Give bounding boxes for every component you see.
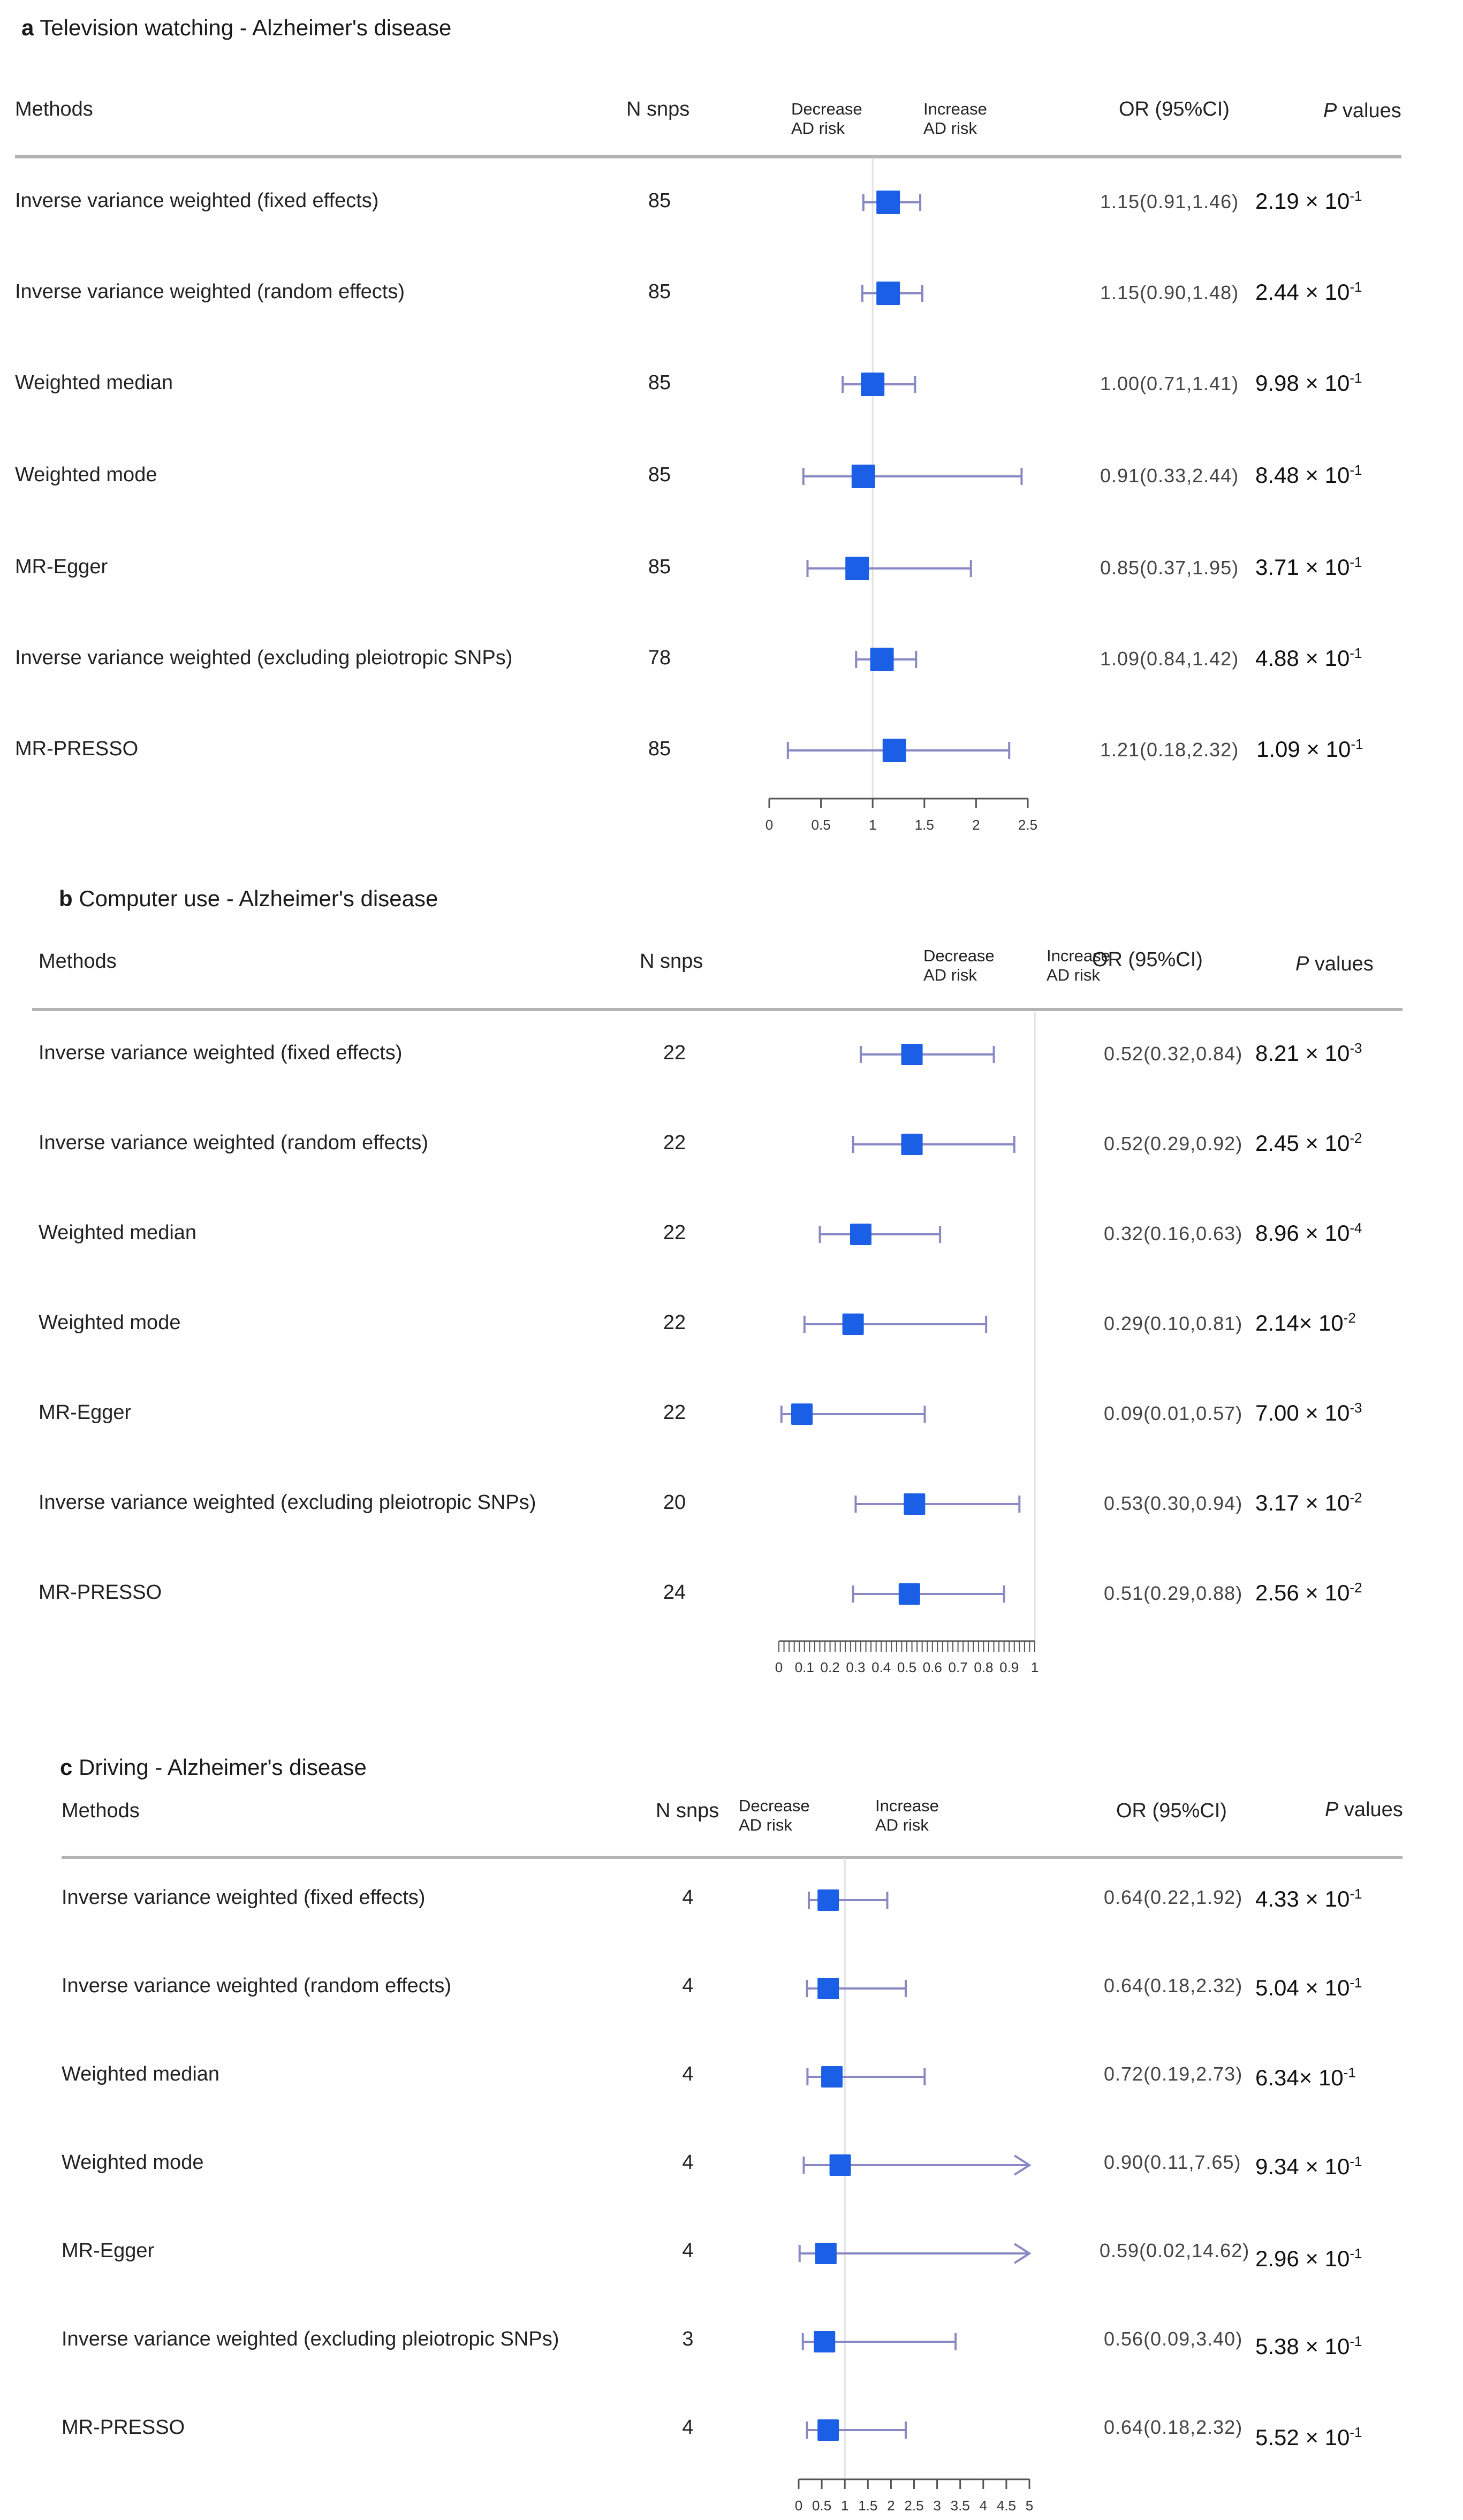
p-mantissa: 3.17 × 10 bbox=[1255, 1490, 1350, 1515]
p-exponent: -1 bbox=[1350, 370, 1362, 386]
nsnps-value: 22 bbox=[663, 1221, 686, 1244]
label: AD risk bbox=[739, 1816, 792, 1834]
point-estimate bbox=[861, 373, 884, 396]
or-ci-value: 0.32(0.16,0.63) bbox=[1104, 1223, 1243, 1244]
p-italic: P bbox=[1323, 100, 1337, 122]
p-mantissa: 8.96 × 10 bbox=[1255, 1220, 1350, 1246]
x-axis-tick-label: 5 bbox=[1025, 2498, 1034, 2514]
or-ci-value: 0.85(0.37,1.95) bbox=[1100, 557, 1239, 579]
nsnps-value: 22 bbox=[663, 1401, 686, 1424]
or-ci-value: 1.15(0.90,1.48) bbox=[1100, 282, 1239, 303]
x-axis-tick-label: 0.6 bbox=[922, 1659, 942, 1675]
nsnps-value: 85 bbox=[648, 371, 671, 394]
header-methods: Methods bbox=[62, 1800, 140, 1822]
point-estimate bbox=[883, 739, 906, 762]
panel-title-text: Computer use - Alzheimer's disease bbox=[79, 886, 438, 911]
p-mantissa: 3.71 × 10 bbox=[1255, 555, 1350, 580]
point-estimate bbox=[845, 557, 869, 580]
point-estimate bbox=[817, 1889, 839, 1911]
p-value bbox=[1255, 279, 1362, 305]
header-or-ci: OR (95%CI) bbox=[1092, 948, 1203, 971]
method-label: Inverse variance weighted (excluding pleiotropic SNPs) bbox=[15, 647, 513, 669]
method-label: Inverse variance weighted (fixed effects) bbox=[39, 1042, 403, 1064]
p-mantissa: 6.34× 10 bbox=[1255, 2065, 1344, 2090]
p-exponent: -1 bbox=[1350, 2424, 1362, 2440]
point-estimate bbox=[843, 1314, 864, 1335]
nsnps-value: 85 bbox=[648, 280, 671, 303]
panel-title-text: Television watching - Alzheimer's disease bbox=[40, 15, 452, 40]
or-ci-value: 0.52(0.29,0.92) bbox=[1104, 1133, 1243, 1155]
nsnps-value: 4 bbox=[682, 1886, 694, 1909]
point-estimate bbox=[817, 2419, 839, 2441]
x-axis-tick-label: 0.3 bbox=[846, 1659, 866, 1675]
p-exponent: -2 bbox=[1350, 1490, 1362, 1506]
p-mantissa: 9.98 × 10 bbox=[1255, 370, 1350, 396]
or-ci-value: 1.00(0.71,1.41) bbox=[1100, 373, 1239, 394]
p-value bbox=[1255, 462, 1362, 488]
x-axis-tick-label: 4.5 bbox=[996, 2498, 1016, 2514]
x-axis-tick-label: 0.7 bbox=[948, 1659, 968, 1675]
x-axis-tick-label: 1 bbox=[868, 817, 877, 833]
or-ci-value: 0.29(0.10,0.81) bbox=[1104, 1312, 1243, 1334]
p-exponent: -3 bbox=[1350, 1040, 1362, 1056]
point-estimate bbox=[876, 282, 900, 305]
p-exponent: -2 bbox=[1343, 1310, 1356, 1326]
p-exponent: -1 bbox=[1350, 2245, 1362, 2261]
or-ci-value: 0.64(0.18,2.32) bbox=[1104, 1975, 1243, 1997]
label: AD risk bbox=[923, 966, 977, 984]
panel-letter: a bbox=[21, 15, 34, 40]
nsnps-value: 4 bbox=[682, 2063, 694, 2085]
p-value bbox=[1255, 1886, 1362, 1912]
header-nsnps: N snps bbox=[640, 950, 703, 973]
panel-a-title bbox=[21, 15, 451, 41]
x-axis-tick-label: 0.2 bbox=[820, 1659, 840, 1675]
x-axis-tick-label: 0.5 bbox=[897, 1659, 917, 1675]
point-estimate bbox=[791, 1403, 813, 1425]
p-mantissa: 2.96 × 10 bbox=[1255, 2246, 1350, 2271]
or-ci-value: 0.52(0.32,0.84) bbox=[1104, 1043, 1243, 1065]
p-exponent: -1 bbox=[1350, 554, 1362, 570]
x-axis-tick-label: 0.8 bbox=[974, 1659, 994, 1675]
or-ci-value: 0.64(0.18,2.32) bbox=[1104, 2416, 1243, 2438]
header-p-values bbox=[1295, 953, 1374, 976]
p-mantissa: 2.44 × 10 bbox=[1255, 279, 1350, 305]
nsnps-value: 85 bbox=[648, 738, 671, 760]
header-or-ci: OR (95%CI) bbox=[1116, 1800, 1227, 1822]
p-italic: P bbox=[1295, 953, 1309, 975]
nsnps-value: 78 bbox=[648, 647, 671, 669]
p-value bbox=[1255, 646, 1362, 671]
nsnps-value: 85 bbox=[648, 189, 671, 212]
header-divider bbox=[15, 155, 1401, 158]
x-axis-tick-label: 0.1 bbox=[794, 1659, 814, 1675]
x-axis-tick-label: 4 bbox=[979, 2498, 988, 2514]
header-divider bbox=[62, 1856, 1403, 1859]
values-label: values bbox=[1309, 953, 1374, 975]
p-mantissa: 2.56 × 10 bbox=[1255, 1580, 1350, 1605]
p-value bbox=[1255, 1490, 1362, 1516]
method-label: Weighted median bbox=[15, 371, 173, 394]
x-axis-tick-label: 2.5 bbox=[1018, 817, 1038, 833]
method-label: Weighted mode bbox=[15, 464, 157, 486]
or-ci-value: 0.51(0.29,0.88) bbox=[1104, 1582, 1243, 1604]
p-value bbox=[1255, 2154, 1362, 2180]
p-value bbox=[1255, 555, 1362, 580]
p-value bbox=[1255, 1041, 1362, 1066]
method-label: MR-Egger bbox=[39, 1401, 132, 1424]
label: Decrease bbox=[791, 100, 862, 118]
point-estimate bbox=[876, 191, 900, 214]
label: AD risk bbox=[791, 119, 845, 138]
nsnps-value: 4 bbox=[682, 1975, 694, 1997]
x-axis-tick-label: 1.5 bbox=[858, 2498, 878, 2514]
p-value bbox=[1255, 2065, 1356, 2091]
point-estimate bbox=[814, 2331, 835, 2352]
p-mantissa: 4.33 × 10 bbox=[1255, 1886, 1350, 1911]
nsnps-value: 4 bbox=[682, 2151, 694, 2174]
label: AD risk bbox=[923, 119, 977, 138]
label: Increase bbox=[875, 1796, 939, 1815]
or-ci-value: 0.91(0.33,2.44) bbox=[1100, 465, 1239, 487]
values-label: values bbox=[1338, 1798, 1403, 1821]
x-axis-tick-label: 0 bbox=[775, 1659, 783, 1675]
ci-arrow-icon bbox=[1014, 2244, 1029, 2263]
or-ci-value: 0.72(0.19,2.73) bbox=[1104, 2063, 1243, 2085]
or-ci-value: 1.09(0.84,1.42) bbox=[1100, 648, 1239, 670]
x-axis-tick-label: 2 bbox=[887, 2498, 895, 2514]
label: Decrease bbox=[923, 946, 995, 965]
nsnps-value: 22 bbox=[663, 1042, 686, 1064]
header-p-values bbox=[1325, 1798, 1403, 1821]
or-ci-value: 0.59(0.02,14.62) bbox=[1100, 2240, 1250, 2261]
nsnps-value: 4 bbox=[682, 2416, 694, 2439]
x-axis-tick-label: 0.5 bbox=[811, 817, 831, 833]
p-mantissa: 8.21 × 10 bbox=[1255, 1041, 1350, 1066]
x-axis-tick-label: 3 bbox=[933, 2498, 941, 2514]
header-nsnps: N snps bbox=[656, 1800, 719, 1822]
p-exponent: -1 bbox=[1350, 645, 1362, 661]
p-mantissa: 8.48 × 10 bbox=[1255, 462, 1350, 488]
point-estimate bbox=[830, 2154, 851, 2176]
method-label: Inverse variance weighted (random effects) bbox=[15, 280, 405, 303]
x-axis-tick-label: 0 bbox=[794, 2498, 803, 2514]
p-value bbox=[1255, 1130, 1362, 1156]
p-mantissa: 4.88 × 10 bbox=[1255, 646, 1350, 671]
p-value bbox=[1255, 2246, 1362, 2272]
p-value bbox=[1255, 2425, 1362, 2450]
p-mantissa: 7.00 × 10 bbox=[1255, 1400, 1350, 1425]
method-label: Weighted mode bbox=[62, 2151, 204, 2174]
p-exponent: -1 bbox=[1350, 2153, 1362, 2169]
point-estimate bbox=[904, 1493, 925, 1515]
p-mantissa: 1.09 × 10 bbox=[1256, 737, 1351, 762]
point-estimate bbox=[817, 1978, 839, 1999]
header-methods: Methods bbox=[39, 950, 117, 973]
point-estimate bbox=[821, 2066, 843, 2088]
method-label: MR-Egger bbox=[62, 2240, 155, 2262]
p-italic: P bbox=[1325, 1798, 1339, 1821]
p-value bbox=[1255, 1310, 1356, 1336]
label: AD risk bbox=[1047, 966, 1100, 984]
p-exponent: -2 bbox=[1350, 1130, 1362, 1146]
method-label: MR-Egger bbox=[15, 556, 108, 578]
point-estimate bbox=[815, 2243, 837, 2264]
nsnps-value: 4 bbox=[682, 2240, 694, 2262]
or-ci-value: 1.21(0.18,2.32) bbox=[1100, 739, 1239, 761]
method-label: Inverse variance weighted (random effects) bbox=[62, 1975, 451, 1997]
p-mantissa: 5.04 × 10 bbox=[1255, 1975, 1350, 2000]
method-label: Inverse variance weighted (excluding pleiotropic SNPs) bbox=[39, 1491, 536, 1514]
nsnps-value: 85 bbox=[648, 464, 671, 486]
nsnps-value: 22 bbox=[663, 1311, 686, 1334]
p-mantissa: 2.45 × 10 bbox=[1255, 1130, 1350, 1156]
method-label: Weighted median bbox=[62, 2063, 220, 2085]
point-estimate bbox=[850, 1224, 871, 1245]
x-axis-tick-label: 0 bbox=[765, 817, 774, 833]
p-mantissa: 5.52 × 10 bbox=[1255, 2425, 1350, 2450]
x-axis-tick-label: 0.5 bbox=[812, 2498, 832, 2514]
ci-arrow-icon bbox=[1014, 2155, 1029, 2175]
point-estimate bbox=[870, 648, 894, 671]
p-exponent: -1 bbox=[1351, 736, 1363, 752]
values-label: values bbox=[1337, 100, 1401, 122]
label: Increase bbox=[923, 100, 987, 118]
method-label: MR-PRESSO bbox=[62, 2416, 185, 2439]
p-value bbox=[1255, 2334, 1362, 2359]
method-label: Inverse variance weighted (fixed effects) bbox=[15, 189, 379, 212]
p-exponent: -1 bbox=[1350, 188, 1362, 204]
x-axis-tick-label: 2 bbox=[972, 817, 980, 833]
p-mantissa: 2.14× 10 bbox=[1255, 1310, 1344, 1335]
header-nsnps: N snps bbox=[626, 98, 690, 120]
x-axis-tick-label: 1 bbox=[840, 2498, 849, 2514]
p-exponent: -1 bbox=[1350, 1886, 1362, 1902]
method-label: Weighted mode bbox=[39, 1311, 181, 1334]
or-ci-value: 0.90(0.11,7.65) bbox=[1104, 2151, 1241, 2173]
p-exponent: -1 bbox=[1350, 1975, 1362, 1991]
p-exponent: -1 bbox=[1350, 2333, 1362, 2349]
p-value bbox=[1255, 188, 1362, 214]
header-decrease-risk bbox=[791, 100, 862, 138]
label: AD risk bbox=[875, 1816, 929, 1834]
header-p-values bbox=[1323, 100, 1401, 123]
p-exponent: -1 bbox=[1350, 462, 1362, 478]
method-label: Inverse variance weighted (fixed effects) bbox=[62, 1886, 426, 1909]
p-value bbox=[1256, 737, 1363, 762]
p-value bbox=[1255, 1400, 1362, 1426]
header-decrease-risk bbox=[923, 946, 995, 985]
label: Decrease bbox=[739, 1796, 810, 1815]
or-ci-value: 0.09(0.01,0.57) bbox=[1104, 1402, 1243, 1424]
header-methods: Methods bbox=[15, 98, 93, 120]
p-exponent: -2 bbox=[1350, 1580, 1362, 1596]
panel-letter: b bbox=[59, 886, 73, 911]
nsnps-value: 3 bbox=[682, 2328, 694, 2350]
header-decrease-risk bbox=[739, 1796, 810, 1835]
point-estimate bbox=[901, 1134, 923, 1155]
nsnps-value: 20 bbox=[663, 1491, 686, 1514]
method-label: MR-PRESSO bbox=[39, 1581, 162, 1604]
p-value bbox=[1255, 370, 1362, 396]
p-value bbox=[1255, 1580, 1362, 1606]
panel-b-title bbox=[59, 886, 438, 912]
x-axis-tick-label: 0.4 bbox=[871, 1659, 891, 1675]
point-estimate bbox=[852, 465, 875, 488]
p-value bbox=[1255, 1975, 1362, 2001]
method-label: MR-PRESSO bbox=[15, 738, 139, 760]
method-label: Weighted median bbox=[39, 1221, 197, 1244]
p-exponent: -1 bbox=[1350, 279, 1362, 295]
x-axis-tick-label: 3.5 bbox=[950, 2498, 970, 2514]
method-label: Inverse variance weighted (excluding pleiotropic SNPs) bbox=[62, 2328, 559, 2350]
header-divider bbox=[32, 1008, 1403, 1011]
header-or-ci: OR (95%CI) bbox=[1119, 98, 1230, 120]
or-ci-value: 0.64(0.22,1.92) bbox=[1104, 1886, 1243, 1908]
nsnps-value: 24 bbox=[663, 1581, 686, 1604]
label: Increase bbox=[1047, 946, 1110, 965]
header-increase-risk bbox=[875, 1796, 939, 1835]
p-mantissa: 5.38 × 10 bbox=[1255, 2334, 1350, 2359]
panel-c-title bbox=[60, 1755, 367, 1780]
x-axis-tick-label: 2.5 bbox=[904, 2498, 924, 2514]
p-exponent: -4 bbox=[1350, 1220, 1362, 1236]
or-ci-value: 1.15(0.91,1.46) bbox=[1100, 191, 1239, 212]
x-axis-tick-label: 1.5 bbox=[914, 817, 934, 833]
p-mantissa: 9.34 × 10 bbox=[1255, 2154, 1350, 2179]
p-mantissa: 2.19 × 10 bbox=[1255, 188, 1350, 214]
panel-title-text: Driving - Alzheimer's disease bbox=[79, 1755, 367, 1780]
point-estimate bbox=[899, 1583, 920, 1605]
x-axis-tick-label: 1 bbox=[1030, 1659, 1039, 1675]
point-estimate bbox=[901, 1044, 923, 1065]
nsnps-value: 22 bbox=[663, 1132, 686, 1154]
p-exponent: -1 bbox=[1343, 2064, 1356, 2081]
header-increase-risk bbox=[923, 100, 987, 138]
panel-letter: c bbox=[60, 1755, 73, 1780]
or-ci-value: 0.53(0.30,0.94) bbox=[1104, 1492, 1243, 1514]
p-exponent: -3 bbox=[1350, 1400, 1362, 1416]
nsnps-value: 85 bbox=[648, 556, 671, 578]
x-axis-tick-label: 0.9 bbox=[999, 1659, 1019, 1675]
method-label: Inverse variance weighted (random effects) bbox=[39, 1132, 428, 1154]
or-ci-value: 0.56(0.09,3.40) bbox=[1104, 2328, 1243, 2350]
p-value bbox=[1255, 1220, 1362, 1246]
